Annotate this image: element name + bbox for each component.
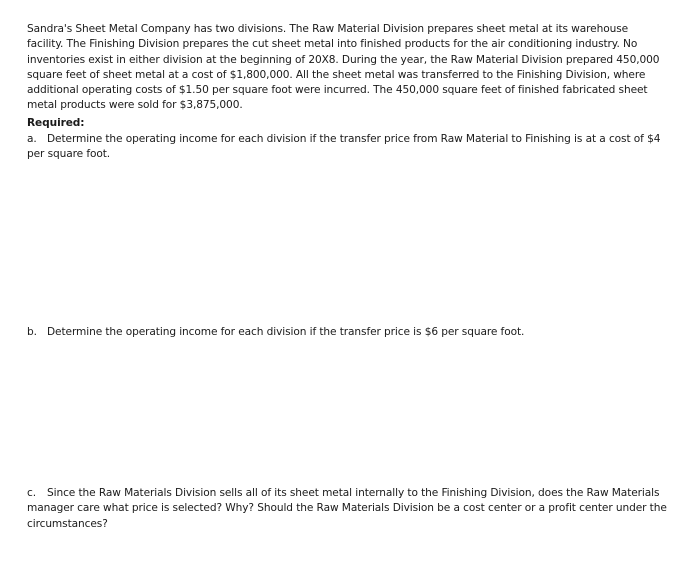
question-a	[27, 132, 667, 163]
question-c	[27, 486, 667, 532]
question-a-text: Determine the operating income for each division if the transfer price from Raw Material to Finishing is at a cost of $4 per square foot.	[27, 133, 661, 161]
question-c-letter: c.	[27, 487, 36, 499]
problem-intro: Sandra's Sheet Metal Company has two divisions. The Raw Material Division prepares sheet metal at its warehouse facility. The Finishing Division prepares the cut sheet metal into finished products for the air conditioning industry. No inventories exist in either division at the beginning of 20X8. During the year, the Raw Material Division prepared 450,000 square feet of sheet metal at a cost of $1,800,000. All the sheet metal was transferred to the Finishing Division, where additional operating costs of $1.50 per square foot were incurred. The 450,000 square feet of finished fabricated sheet metal products were sold for $3,875,000.	[27, 23, 660, 112]
question-a-letter: a.	[27, 133, 37, 145]
question-b-text: Determine the operating income for each division if the transfer price is $6 per square foot.	[47, 326, 525, 338]
question-b-letter: b.	[27, 326, 37, 338]
question-c-text: Since the Raw Materials Division sells all of its sheet metal internally to the Finishing Division, does the Raw Materials manager care what price is selected? Why? Should the Raw Materials Division be a cost center or a profit center under the circumstances?	[27, 487, 667, 530]
required-label: Required:	[27, 117, 85, 129]
question-b	[27, 325, 667, 340]
